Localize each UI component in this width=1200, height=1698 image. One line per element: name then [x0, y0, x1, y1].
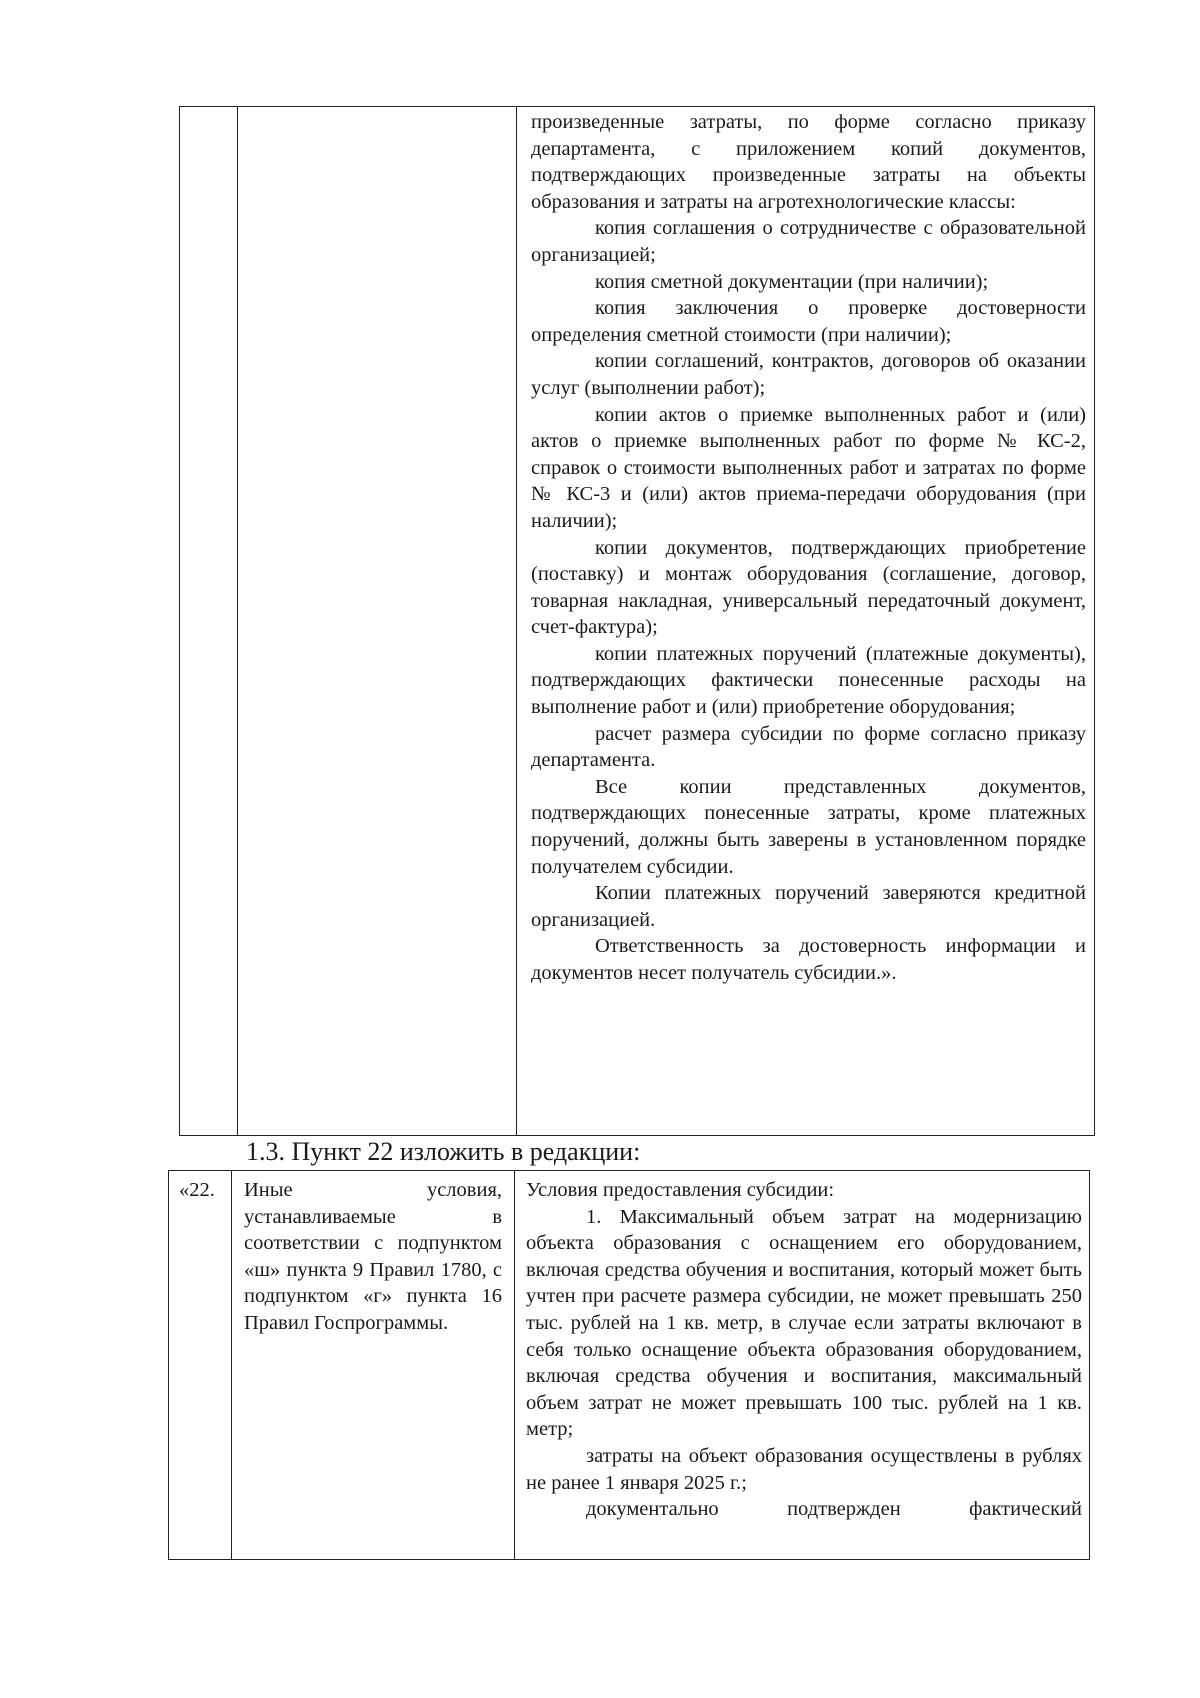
- paragraph: затраты на объект образования осуществлены в рублях не ранее 1 января 2025 г.;: [526, 1444, 1082, 1494]
- paragraph: Все копии представленных документов, подтверждающих понесенные затраты, кроме платежных поручений, должны быть заверены в установленном порядке получателем субсидии.: [531, 775, 1086, 878]
- paragraph: Ответственность за достоверность информации и документов несет получатель субсидии.».: [531, 935, 1086, 984]
- paragraph: Условия предоставления субсидии:: [526, 1179, 835, 1201]
- paragraph: копия сметной документации (при наличии);: [595, 270, 989, 293]
- paragraph: копия заключения о проверке достоверности определения сметной стоимости (при наличии);: [531, 297, 1086, 346]
- paragraph: копии соглашений, контрактов, договоров об оказании услуг (выполнении работ);: [531, 350, 1086, 399]
- clause-number: «22.: [179, 1179, 215, 1201]
- paragraph: копии платежных поручений (платежные документы), подтверждающих фактически понесенные расходы на выполнение работ и (или) приобретение оборудования;: [531, 642, 1086, 719]
- clause-22-table: [168, 1170, 1090, 1560]
- paragraph: 1. Максимальный объем затрат на модернизацию объекта образования с оснащением его оборудованием, включая средства обучения и воспитания, который может быть учтен при расчете размера субсидии, не может превышать 250 тыс. рублей на 1 кв. метр, в случае если затраты включают в себя только оснащение объекта образования оборудованием, включая средства обучения и воспитания, максимальный объем затрат не может превышать 100 тыс. рублей на 1 кв. метр;: [526, 1205, 1082, 1441]
- table-cell-conditions: [526, 1177, 1082, 1523]
- continuation-table: [179, 106, 1095, 1136]
- paragraph: расчет размера субсидии по форме согласно приказу департамента.: [531, 722, 1086, 772]
- column-divider: [514, 1171, 515, 1559]
- paragraph: Копии платежных поручений заверяются кредитной организацией.: [531, 882, 1086, 931]
- section-heading: 1.3. Пункт 22 изложить в редакции:: [246, 1137, 641, 1166]
- column-divider: [231, 1171, 232, 1559]
- table-cell-requirements: [531, 109, 1086, 987]
- paragraph: копия соглашения о сотрудничестве с образовательной организацией;: [531, 217, 1086, 266]
- column-divider: [237, 107, 238, 1135]
- paragraph: копии документов, подтверждающих приобретение (поставку) и монтаж оборудования (соглашение, договор, товарная накладная, универсальный передаточный документ, счет-фактура);: [531, 536, 1086, 639]
- paragraph: копии актов о приемке выполненных работ и (или) актов о приемке выполненных работ по форме № КС-2, справок о стоимости выполненных работ и затратах по форме № КС-3 и (или) актов приема-передачи оборудования (при наличии);: [531, 403, 1086, 532]
- column-divider: [516, 107, 517, 1135]
- clause-title: Иные условия, устанавливаемые в соответствии с подпунктом «ш» пункта 9 Правил 1780, с подпунктом «г» пункта 16 Правил Госпрограммы.: [244, 1179, 502, 1334]
- paragraph: произведенные затраты, по форме согласно приказу департамента, с приложением копий документов, подтверждающих произведенные затраты на объекты образования и затраты на агротехнологические классы:: [531, 111, 1086, 213]
- paragraph: документально подтвержден фактический: [586, 1498, 1082, 1521]
